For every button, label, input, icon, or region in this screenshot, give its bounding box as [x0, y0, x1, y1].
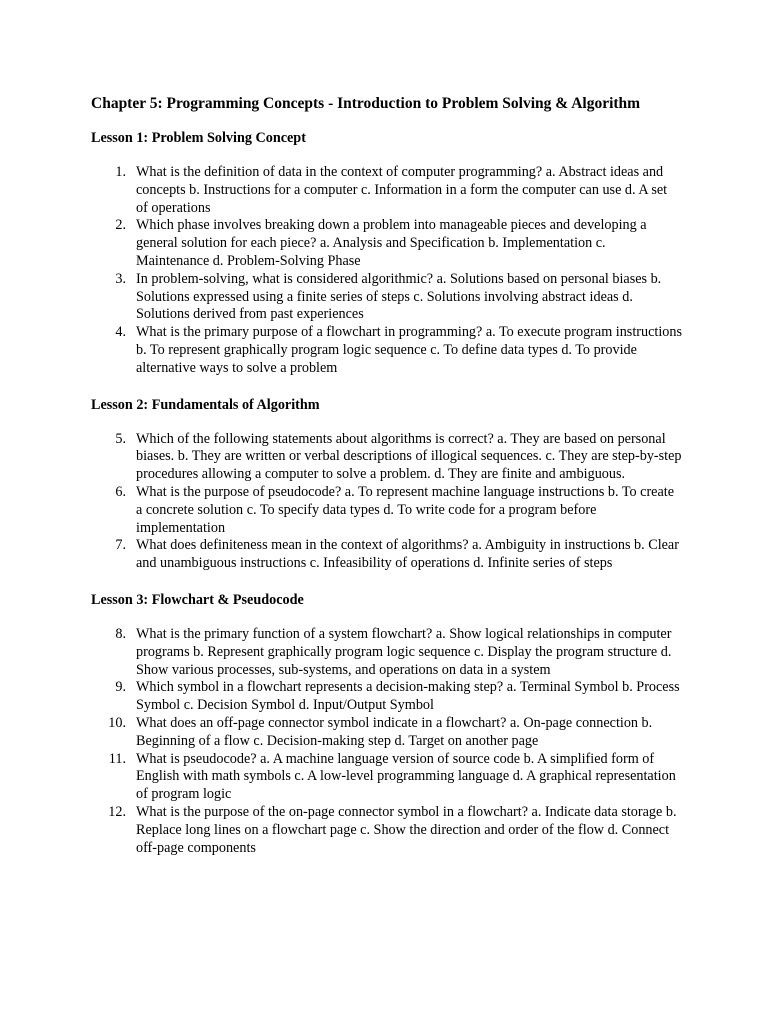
question-number: 4. [115, 324, 126, 341]
question-text: What is the purpose of the on-page connector symbol in a flowchart? a. Indicate data storage b. Replace long lines on a flowchart page c. Show the direction and order of the flow d. Connect off-page components [136, 803, 677, 856]
question-text: In problem-solving, what is considered algorithmic? a. Solutions based on personal biases b. Solutions expressed using a finite series of steps c. Solutions involving abstract ideas d. Solutions derived from past experiences [136, 270, 662, 323]
question-text: Which symbol in a flowchart represents a decision-making step? a. Terminal Symbol b. Process Symbol c. Decision Symbol d. Input/Output Symbol [136, 679, 680, 714]
question-text: What is the definition of data in the context of computer programming? a. Abstract ideas and concepts b. Instructions for a computer c. Information in a form the computer can use d. A set of operations [136, 164, 668, 216]
question-item [91, 164, 682, 217]
chapter-title: Chapter 5: Programming Concepts - Introduction to Problem Solving & Algorithm [91, 95, 641, 112]
question-number: 6. [115, 483, 126, 500]
question-text: What is the primary function of a system flowchart? a. Show logical relationships in computer programs b. Represent graphically program logic sequence c. Display the program structure d. Show various processes, sub-systems, and operations on data in a system [136, 625, 672, 678]
question-number: 7. [115, 537, 126, 554]
question-item [91, 715, 682, 751]
question-item [91, 679, 682, 715]
question-text: What is the primary purpose of a flowchart in programming? a. To execute program instructions b. To represent graphically program logic sequence c. To define data types d. To provide alternative ways to solve a problem [136, 324, 682, 376]
question-item [91, 626, 682, 679]
question-item [91, 431, 682, 484]
question-item [91, 217, 682, 270]
question-item [91, 324, 682, 377]
question-text: What is the purpose of pseudocode? a. To represent machine language instructions b. To create a concrete solution c. To specify data types d. To write code for a program before implementation [136, 483, 675, 536]
question-number: 8. [115, 625, 126, 642]
question-item [91, 537, 682, 573]
question-list [91, 626, 682, 857]
lesson-section-1 [91, 129, 682, 378]
lesson-section-3 [91, 591, 682, 857]
question-number: 11. [108, 750, 126, 767]
question-list [91, 164, 682, 378]
question-item [91, 804, 682, 857]
question-number: 2. [115, 217, 126, 234]
question-text: What does an off-page connector symbol indicate in a flowchart? a. On-page connection b. Beginning of a flow c. Decision-making step d. Target on another page [136, 714, 653, 749]
lesson-heading: Lesson 3: Flowchart & Pseudocode [91, 591, 304, 608]
question-text: Which phase involves breaking down a problem into manageable pieces and developing a general solution for each piece? a. Analysis and Specification b. Implementation c. Maintenance d. Problem-Solving Phase [136, 217, 647, 269]
question-text: What is pseudocode? a. A machine language version of source code b. A simplified form of English with math symbols c. A low-level programming language d. A graphical representation of program logic [136, 750, 676, 803]
lesson-heading: Lesson 1: Problem Solving Concept [91, 130, 306, 146]
question-number: 12. [108, 803, 126, 820]
question-item [91, 751, 682, 804]
question-list [91, 431, 682, 573]
question-number: 9. [115, 679, 126, 696]
question-number: 1. [115, 164, 126, 180]
question-item [91, 271, 682, 324]
question-text: Which of the following statements about algorithms is correct? a. They are based on personal biases. b. They are written or verbal descriptions of illogical sequences. c. They are step-by-step procedures allowing a computer to solve a problem. d. They are finite and ambiguous. [136, 430, 682, 483]
question-number: 10. [108, 714, 126, 731]
question-item [91, 484, 682, 537]
lesson-section-2 [91, 396, 682, 573]
question-text: What does definiteness mean in the context of algorithms? a. Ambiguity in instructions b. Clear and unambiguous instructions c. Infeasibility of operations d. Infinite series of steps [136, 537, 679, 572]
lesson-heading: Lesson 2: Fundamentals of Algorithm [91, 396, 320, 413]
question-number: 3. [115, 270, 126, 287]
question-number: 5. [115, 430, 126, 447]
